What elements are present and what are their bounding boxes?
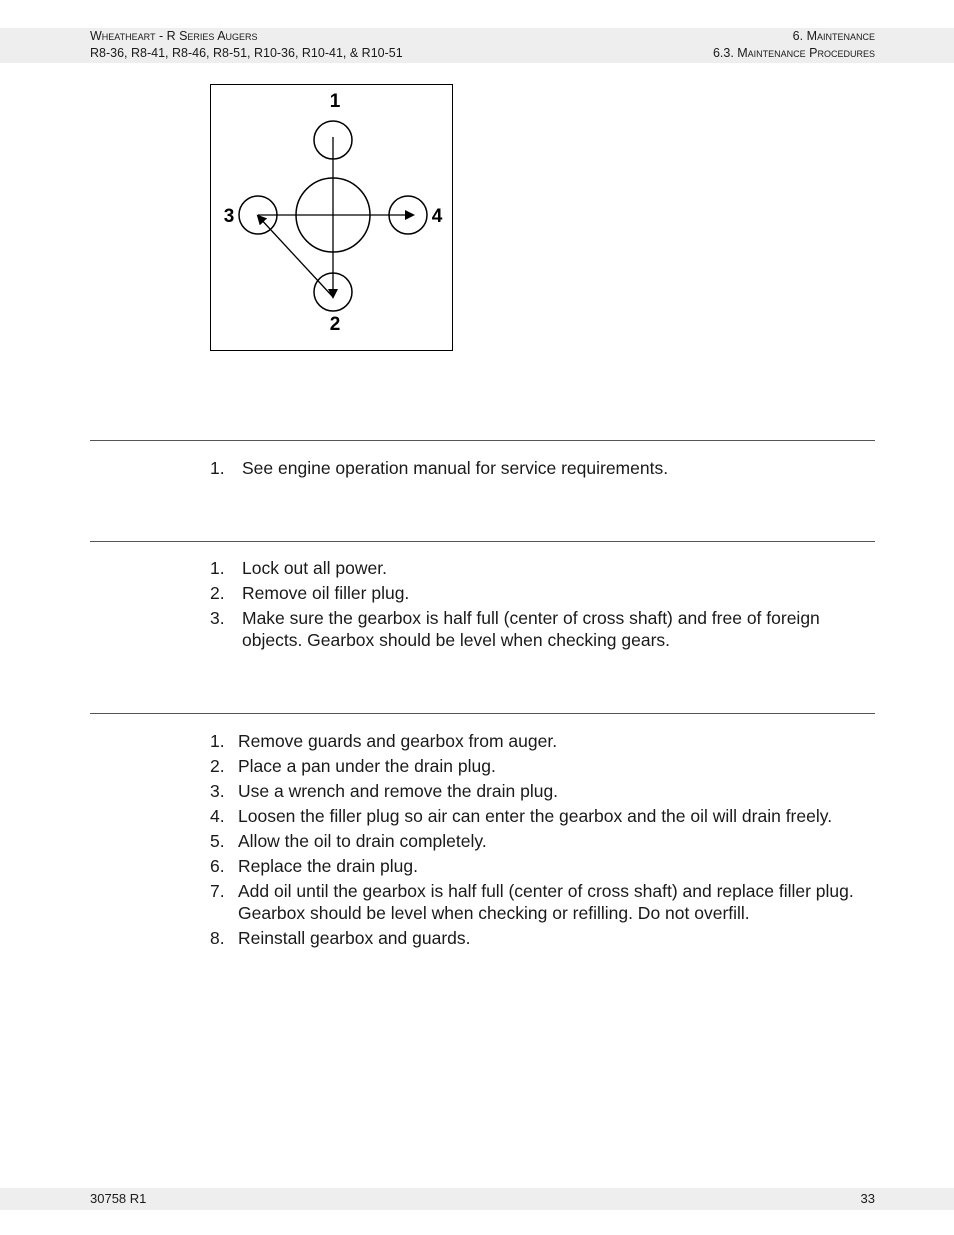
step-number: 7. xyxy=(210,881,225,901)
section-divider-2 xyxy=(90,541,875,542)
tightening-sequence-figure xyxy=(210,84,453,351)
step-number: 5. xyxy=(210,831,225,851)
step-number: 1. xyxy=(210,558,225,578)
list-item xyxy=(210,830,880,852)
step-text: Make sure the gearbox is half full (center of cross shaft) and free of foreign objects. Gearbox should be level when checking gears. xyxy=(242,608,820,650)
step-number: 4. xyxy=(210,806,225,826)
header-product-title: Wheatheart - R Series Augers xyxy=(90,29,258,43)
step-text: Use a wrench and remove the drain plug. xyxy=(238,781,559,801)
label-2: 2 xyxy=(329,314,341,335)
list-item xyxy=(210,582,880,604)
step-text: Lock out all power. xyxy=(242,558,387,578)
header-right xyxy=(713,28,875,62)
list-item xyxy=(210,730,880,752)
list-item xyxy=(210,855,880,877)
list-item xyxy=(210,607,880,651)
step-text: See engine operation manual for service requirements. xyxy=(242,458,669,478)
step-text: Place a pan under the drain plug. xyxy=(238,756,496,776)
change-gearbox-oil-steps xyxy=(210,730,880,952)
step-text: Add oil until the gearbox is half full (center of cross shaft) and replace filler plug. Gearbox should be level when checking or refilling. Do not overfill. xyxy=(238,881,854,923)
engine-service-steps xyxy=(210,457,880,482)
list-item xyxy=(210,927,880,949)
step-number: 2. xyxy=(210,583,225,603)
header-section: 6.3. Maintenance Procedures xyxy=(712,46,875,60)
header-left xyxy=(90,28,403,62)
step-text: Remove oil filler plug. xyxy=(242,583,410,603)
footer-page-number: 33 xyxy=(860,1191,875,1206)
step-text: Remove guards and gearbox from auger. xyxy=(238,731,558,751)
label-4: 4 xyxy=(431,206,443,227)
section-divider-3 xyxy=(90,713,875,714)
sequence-diagram xyxy=(211,85,452,350)
list-item xyxy=(210,880,880,924)
list-item xyxy=(210,457,880,479)
step-number: 2. xyxy=(210,756,225,776)
step-text: Replace the drain plug. xyxy=(238,856,418,876)
step-text: Allow the oil to drain completely. xyxy=(238,831,487,851)
check-gearbox-steps xyxy=(210,557,880,654)
list-item xyxy=(210,805,880,827)
arrow-2-to-3 xyxy=(258,216,333,297)
header-chapter: 6. Maintenance xyxy=(792,29,875,43)
list-item xyxy=(210,557,880,579)
section-divider-1 xyxy=(90,440,875,441)
step-text: Reinstall gearbox and guards. xyxy=(238,928,471,948)
list-item xyxy=(210,755,880,777)
label-3: 3 xyxy=(223,206,235,227)
list-item xyxy=(210,780,880,802)
footer-doc-number: 30758 R1 xyxy=(90,1191,147,1206)
step-text: Loosen the filler plug so air can enter the gearbox and the oil will drain freely. xyxy=(238,806,833,826)
step-number: 3. xyxy=(210,608,225,628)
label-1: 1 xyxy=(329,91,341,112)
step-number: 8. xyxy=(210,928,225,948)
step-number: 1. xyxy=(210,458,225,478)
step-number: 3. xyxy=(210,781,225,801)
step-number: 1. xyxy=(210,731,225,751)
header-models: R8-36, R8-41, R8-46, R8-51, R10-36, R10-41, & R10-51 xyxy=(90,46,403,60)
step-number: 6. xyxy=(210,856,225,876)
